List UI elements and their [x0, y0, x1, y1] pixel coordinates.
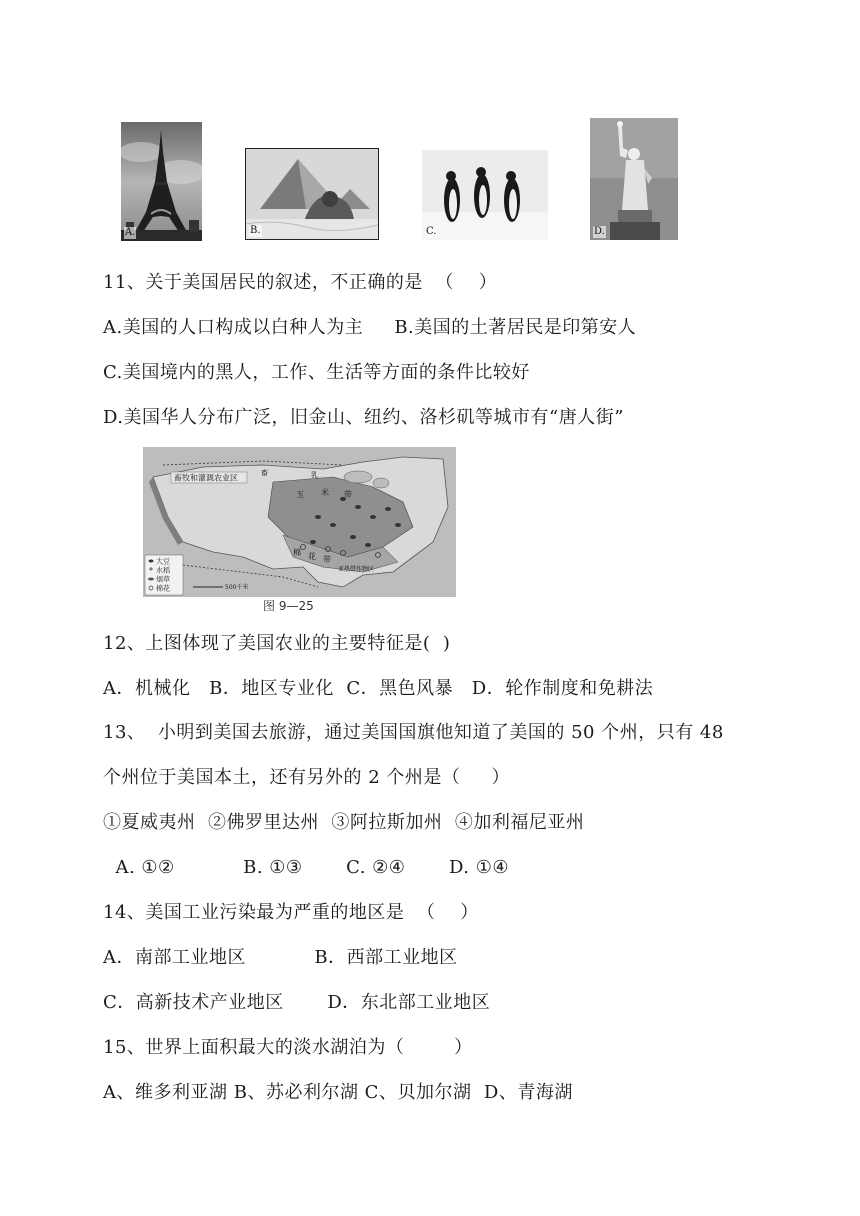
q14-stem: 14、美国工业污染最为严重的地区是 （ ）	[103, 902, 479, 923]
eiffel-tower-graphic	[121, 122, 202, 241]
q14-options-ab[interactable]: A．南部工业地区 B．西部工业地区	[103, 947, 458, 968]
penguins-image[interactable]	[422, 150, 548, 240]
q13-stem-line2: 个州位于美国本土，还有另外的 2 个州是（ ）	[103, 767, 511, 788]
eiffel-tower-image[interactable]	[121, 122, 202, 241]
map-label-6: 带	[323, 555, 331, 564]
option-d-label: D.	[594, 226, 605, 237]
q15-stem: 15、世界上面积最大的淡水湖泊为（ ）	[103, 1037, 473, 1058]
option-c-label: C.	[426, 226, 437, 237]
q12-stem: 12、上图体现了美国农业的主要特征是( )	[103, 633, 451, 654]
map-graphic	[143, 447, 456, 597]
q11-stem: 11、关于美国居民的叙述，不正确的是 （ ）	[103, 272, 498, 293]
option-a-label: A.	[125, 227, 136, 238]
map-label-8: 乳	[311, 471, 318, 479]
map-label-9: 畜	[261, 469, 268, 477]
q14-options-cd[interactable]: C．高新技术产业地区 D．东北部工业地区	[103, 992, 491, 1013]
legend-soybean: 大豆	[156, 557, 170, 566]
map-region-label: 畜牧和灌溉农业区	[174, 473, 238, 483]
map-label-2: 米	[321, 488, 329, 497]
q15-options[interactable]: A、维多利亚湖 B、苏必利尔湖 C、贝加尔湖 D、青海湖	[103, 1082, 573, 1103]
q11-option-d[interactable]: D.美国华人分布广泛，旧金山、纽约、洛杉矶等城市有“唐人街”	[103, 407, 624, 428]
map-label-3: 带	[344, 490, 352, 499]
q11-option-ab[interactable]: A.美国的人口构成以白种人为主 B.美国的土著居民是印第安人	[103, 317, 637, 338]
legend-cotton: 棉花	[156, 584, 170, 593]
map-label-7: 亚热带作物区	[338, 566, 375, 573]
q13-stem-line1: 13、 小明到美国去旅游，通过美国国旗他知道了美国的 50 个州，只有 48	[103, 722, 724, 743]
map-scale: 500千米	[225, 584, 249, 591]
option-b-label: B.	[250, 225, 261, 236]
statue-of-liberty-graphic	[590, 118, 678, 240]
q12-options[interactable]: A．机械化 B．地区专业化 C．黑色风暴 D．轮作制度和免耕法	[103, 678, 654, 699]
pyramid-sphinx-graphic	[246, 149, 378, 239]
legend-tobacco: 烟草	[156, 575, 170, 584]
penguins-graphic	[422, 150, 548, 240]
q13-states: ①夏威夷州 ②佛罗里达州 ③阿拉斯加州 ④加利福尼亚州	[103, 812, 585, 833]
legend-rice: 水稻	[156, 566, 170, 575]
map-label-4: 棉	[293, 548, 301, 557]
map-label-5: 花	[308, 552, 316, 561]
map-caption: 图 9—25	[263, 599, 314, 613]
usa-agriculture-map	[143, 447, 456, 615]
pyramid-sphinx-image[interactable]	[245, 148, 379, 240]
map-label-1: 玉	[296, 490, 304, 499]
q13-options[interactable]: A. ①② B. ①③ C. ②④ D. ①④	[103, 857, 509, 878]
q11-option-c[interactable]: C.美国境内的黑人，工作、生活等方面的条件比较好	[103, 362, 530, 383]
statue-of-liberty-image[interactable]	[590, 118, 678, 240]
